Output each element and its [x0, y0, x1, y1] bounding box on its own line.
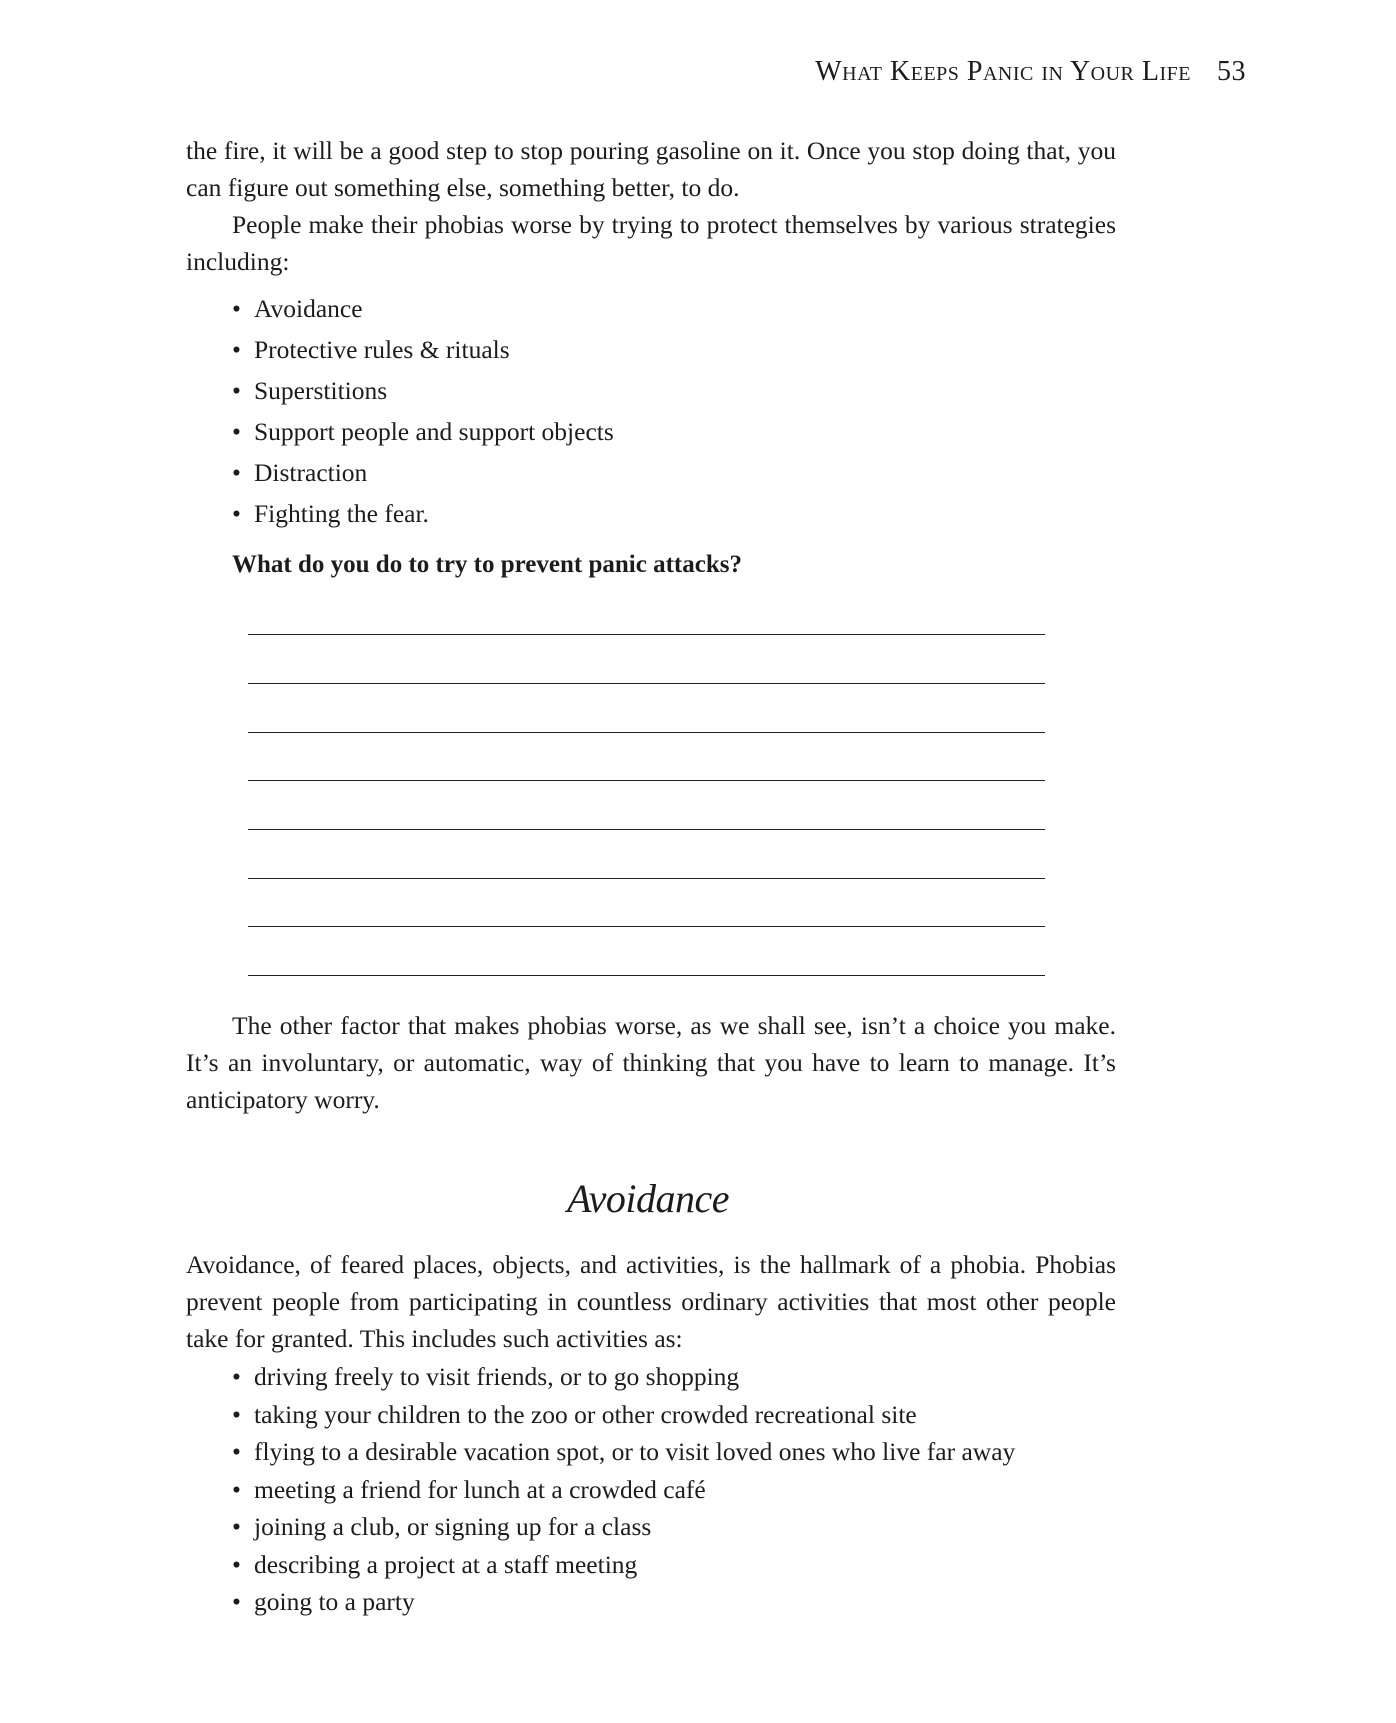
list-item: • Support people and support objects	[232, 411, 614, 452]
running-title: What Keeps Panic in Your Life	[815, 56, 1191, 87]
list-item: • Superstitions	[232, 370, 614, 411]
closing-text	[186, 1007, 1116, 1118]
list-item: • describing a project at a staff meeting	[232, 1546, 1015, 1584]
list-item: • Fighting the fear.	[232, 493, 614, 534]
paragraph-continuation: the fire, it will be a good step to stop pouring gasoline on it. Once you stop doing that, you can figure out something else, something better, to do.	[186, 136, 1116, 202]
list-item: • flying to a desirable vacation spot, or to visit loved ones who live far away	[232, 1433, 1015, 1471]
paragraph-avoidance: Avoidance, of feared places, objects, and activities, is the hallmark of a phobia. Phobias prevent people from participating in countless ordinary activities that most other people take for granted. This includes such activities as:	[186, 1250, 1116, 1353]
section-heading: Avoidance	[566, 1176, 730, 1221]
answer-line[interactable]	[248, 634, 1045, 635]
answer-line[interactable]	[248, 683, 1045, 684]
answer-line[interactable]	[248, 732, 1045, 733]
answer-line[interactable]	[248, 829, 1045, 830]
list-item: • Protective rules & rituals	[232, 329, 614, 370]
activities-list	[232, 1358, 1015, 1621]
intro-text	[186, 132, 1116, 280]
answer-line[interactable]	[248, 975, 1045, 976]
list-item: • going to a party	[232, 1583, 1015, 1621]
list-item: • joining a club, or signing up for a class	[232, 1508, 1015, 1546]
answer-line[interactable]	[248, 926, 1045, 927]
paragraph-anticipatory-worry: The other factor that makes phobias worse, as we shall see, isn’t a choice you make. It’s an involuntary, or automatic, way of thinking that you have to learn to manage. It’s anticipatory worry.	[186, 1011, 1116, 1114]
list-item: • Avoidance	[232, 288, 614, 329]
list-item: • Distraction	[232, 452, 614, 493]
paragraph-strategies-intro: People make their phobias worse by trying to protect themselves by various strategies including:	[186, 210, 1116, 276]
list-item: • taking your children to the zoo or other crowded recreational site	[232, 1396, 1015, 1434]
page-number: 53	[1217, 56, 1246, 87]
worksheet-question: What do you do to try to prevent panic attacks?	[232, 551, 742, 578]
running-header	[815, 56, 1246, 88]
strategies-list	[232, 288, 614, 534]
answer-line[interactable]	[248, 878, 1045, 879]
answer-line[interactable]	[248, 780, 1045, 781]
list-item: • driving freely to visit friends, or to go shopping	[232, 1358, 1015, 1396]
list-item: • meeting a friend for lunch at a crowded café	[232, 1471, 1015, 1509]
section-text	[186, 1246, 1116, 1357]
